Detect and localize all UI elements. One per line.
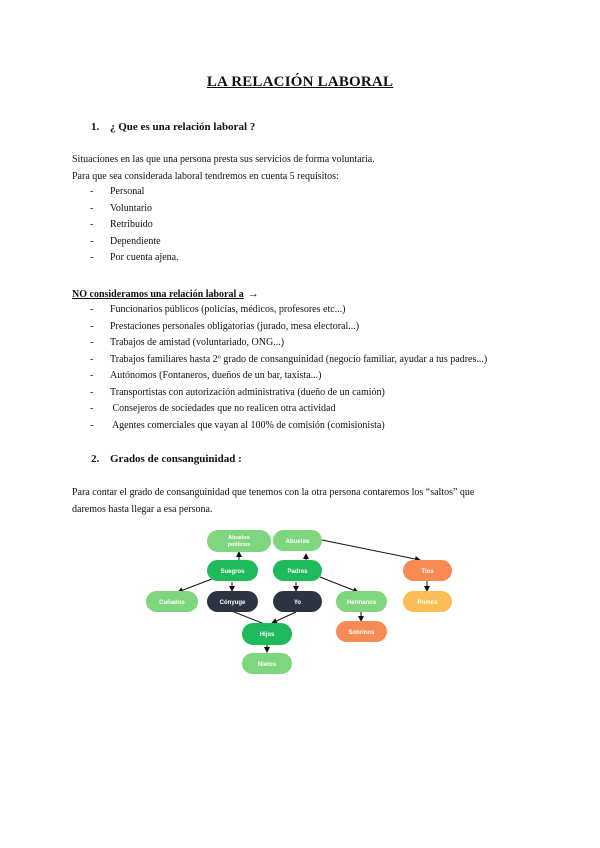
list-item: - Funcionarios públicos (policías, médicos, profesores etc...) xyxy=(90,304,346,315)
node-abuelos xyxy=(273,530,322,551)
list-item: - Transportistas con autorización administrativa (dueño de un camión) xyxy=(90,386,385,398)
section-1-title: ¿ Que es una relación laboral ? xyxy=(110,121,256,133)
arrow-yo-hijos xyxy=(272,612,296,623)
section-1-number: 1. xyxy=(91,121,100,133)
svg-text:Hijos: Hijos xyxy=(259,632,275,638)
list-item: - Trabajos de amistad (voluntariado, ONG...) xyxy=(90,337,285,348)
svg-text:Abuelos: Abuelos xyxy=(228,535,250,541)
svg-text:Yo: Yo xyxy=(293,600,302,606)
node-abuelos-politicos xyxy=(207,530,271,552)
page-title: LA RELACIÓN LABORAL xyxy=(206,74,394,90)
section-2-line-2: daremos hasta llegar a esa persona. xyxy=(72,504,213,515)
node-conyuge xyxy=(207,591,258,612)
svg-text:Cónyuge: Cónyuge xyxy=(219,600,246,606)
node-cunados xyxy=(146,591,198,612)
line-conyuge-hijos xyxy=(234,612,262,623)
node-hermanos xyxy=(336,591,387,612)
list-item: - Voluntario xyxy=(90,202,153,214)
svg-text:Tíos: Tíos xyxy=(421,569,434,575)
arrow-suegros-cunados xyxy=(178,577,217,592)
no-laboral-title: NO consideramos una relación laboral a xyxy=(72,289,244,300)
arrow-abuelos-tios xyxy=(322,540,420,560)
node-hijos xyxy=(242,623,292,645)
node-nietos xyxy=(242,653,292,674)
svg-text:Nietos: Nietos xyxy=(257,662,277,668)
svg-text:Abuelos: Abuelos xyxy=(285,539,310,545)
section-2-title: Grados de consanguinidad : xyxy=(110,453,242,465)
node-suegros xyxy=(207,560,258,581)
list-item: - Retribuido xyxy=(90,219,153,230)
node-tios xyxy=(403,560,452,581)
section-2-line-1: Para contar el grado de consanguinidad que tenemos con la otra persona contaremos los “saltos” que xyxy=(72,487,475,498)
list-item: - Por cuenta ajena. xyxy=(90,252,179,263)
svg-text:Suegros: Suegros xyxy=(220,569,245,575)
svg-text:Padres: Padres xyxy=(287,569,308,575)
list-item: - Consejeros de sociedades que no realicen otra actividad xyxy=(90,403,336,414)
svg-text:Cuñados: Cuñados xyxy=(159,600,185,606)
intro-line-1: Situaciones en las que una persona presta sus servicios de forma voluntaria. xyxy=(72,154,375,165)
svg-text:Hermanos: Hermanos xyxy=(346,600,377,606)
list-item: - Trabajos familiares hasta 2º grado de consanguinidad (negocio familiar, ayudar a tus padres...) xyxy=(90,353,488,365)
right-arrow-icon: → xyxy=(247,288,259,300)
node-padres xyxy=(273,560,322,581)
list-item: - Dependiente xyxy=(90,235,161,247)
list-item: - Autónomos (Fontaneros, dueños de un bar, taxista...) xyxy=(90,370,322,381)
list-item: - Personal xyxy=(90,186,145,197)
node-yo xyxy=(273,591,322,612)
node-primos xyxy=(403,591,452,612)
section-2-number: 2. xyxy=(91,453,100,465)
arrow-padres-hermanos xyxy=(320,577,358,592)
list-item: - Agentes comerciales que vayan al 100% de comisión (comisionista) xyxy=(90,419,385,431)
svg-text:Primos: Primos xyxy=(417,600,438,606)
list-item: - Prestaciones personales obligatorias (jurado, mesa electoral...) xyxy=(90,320,360,332)
node-sobrinos xyxy=(336,621,387,642)
svg-text:Sobrinos: Sobrinos xyxy=(348,630,375,636)
svg-text:políticos: políticos xyxy=(227,542,251,548)
intro-line-2: Para que sea considerada laboral tendremos en cuenta 5 requisitos: xyxy=(72,171,339,182)
